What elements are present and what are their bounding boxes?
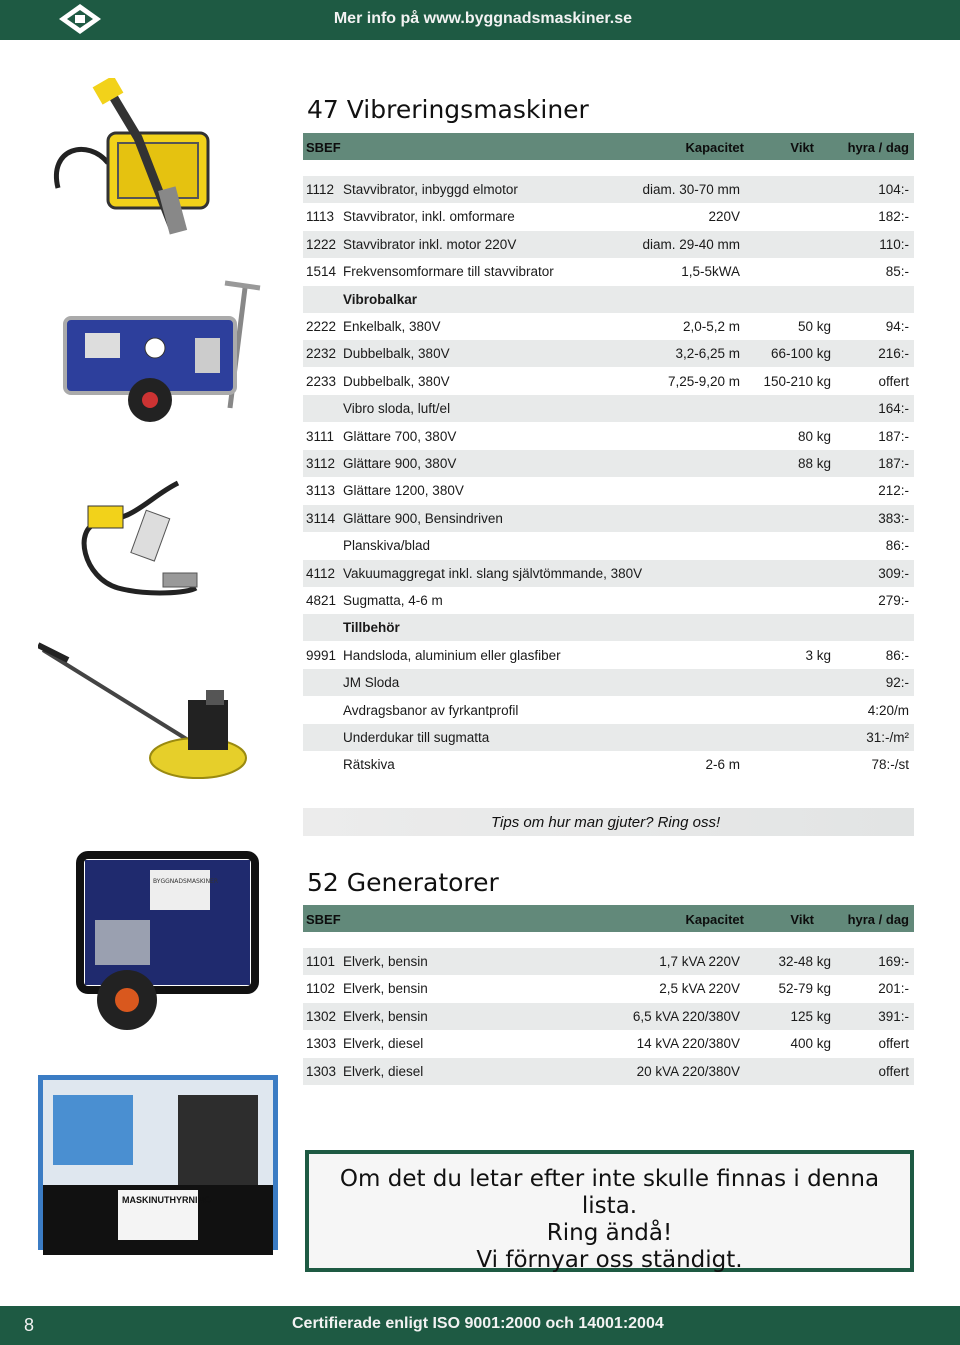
item-weight: 150-210 kg: [763, 373, 831, 389]
table-row: [303, 1030, 914, 1057]
item-description: Frekvensomformare till stavvibrator: [343, 264, 554, 280]
promo-line-1: Om det du letar efter inte skulle finnas i denna lista.: [339, 1166, 880, 1219]
item-weight: 88 kg: [797, 456, 831, 471]
table-row: [303, 203, 914, 230]
website-link[interactable]: Mer info på www.byggnadsmaskiner.se: [333, 10, 632, 27]
item-capacity: 7,25-9,20 m: [667, 373, 740, 389]
item-code: 3112: [306, 456, 336, 471]
item-price: 187:-: [878, 456, 909, 471]
tips-text: Tips om hur man gjuter? Ring oss!: [491, 814, 721, 831]
table-row: [303, 642, 914, 669]
item-capacity: 1,5-5kWA: [681, 264, 740, 280]
table-header-generatorer: [303, 905, 914, 932]
item-code: 1302: [306, 1008, 337, 1024]
item-price: 86:-: [885, 538, 909, 554]
item-weight: 32-48 kg: [778, 954, 831, 969]
promo-line-2: Ring ändå!: [546, 1220, 673, 1246]
stavvibrator-image: [48, 78, 218, 238]
table-row: [303, 231, 914, 258]
vibrobalk-image: [55, 278, 265, 428]
section-title-vibrering: 47 Vibreringsmaskiner: [307, 95, 589, 124]
glattare-image: [38, 640, 248, 785]
item-description: Tillbehör: [343, 620, 400, 636]
certification-text: Certifierade enligt ISO 9001:2000 och 14001:2004: [292, 1315, 664, 1332]
item-description: Elverk, diesel: [343, 1036, 424, 1052]
table-row: [303, 532, 914, 559]
item-price: 201:-: [878, 981, 909, 997]
table-row: [303, 669, 914, 696]
item-capacity: 3,2-6,25 m: [675, 346, 740, 362]
item-code: 3111: [306, 428, 335, 444]
item-price: offert: [878, 1036, 909, 1052]
item-description: Glättare 1200, 380V: [343, 483, 464, 499]
top-bar: [0, 0, 960, 40]
table-row: [303, 1058, 914, 1085]
item-price: 78:-/st: [871, 757, 909, 773]
item-capacity: diam. 30-70 mm: [642, 182, 740, 197]
item-code: 2232: [306, 346, 337, 362]
item-price: 216:-: [878, 346, 909, 362]
item-price: 92:-: [885, 675, 909, 691]
item-description: Stavvibrator, inkl. omformare: [343, 209, 515, 225]
table-row: [303, 948, 914, 975]
tips-banner: [303, 808, 914, 836]
table-row: [303, 1003, 914, 1030]
table-row: [303, 286, 914, 313]
item-price: 212:-: [878, 483, 909, 499]
section-title-generatorer: 52 Generatorer: [307, 868, 499, 897]
item-price: 383:-: [878, 510, 909, 526]
item-price: 391:-: [878, 1008, 909, 1024]
item-code: 1514: [306, 264, 337, 280]
table-row: [303, 258, 914, 285]
col-kapacitet: Kapacitet: [685, 912, 744, 927]
item-description: Vibro sloda, luft/el: [343, 401, 451, 417]
promo-box: [305, 1150, 914, 1272]
col-sbef: SBEF: [306, 140, 341, 155]
table-row: [303, 751, 914, 778]
promo-line-3: Vi förnyar oss ständigt.: [476, 1247, 743, 1273]
item-code: 2222: [306, 319, 337, 334]
table-row: [303, 340, 914, 367]
item-code: 1102: [306, 981, 336, 997]
item-price: 86:-: [885, 647, 909, 663]
item-weight: 80 kg: [797, 428, 831, 444]
item-code: 1303: [306, 1036, 337, 1052]
item-code: 4112: [306, 565, 336, 581]
item-price: 279:-: [878, 593, 909, 608]
col-hyra: hyra / dag: [847, 140, 909, 155]
item-price: 4:20/m: [867, 702, 909, 718]
company-logo-icon: [56, 2, 104, 36]
table-row: [303, 368, 914, 395]
item-price: 110:-: [879, 236, 909, 252]
item-description: Elverk, bensin: [343, 1008, 428, 1024]
item-description: JM Sloda: [343, 675, 400, 691]
container-label: MASKINUTHYRNING: [122, 1195, 211, 1205]
item-description: Enkelbalk, 380V: [343, 319, 441, 334]
item-price: 31:-/m²: [866, 730, 909, 745]
table-row: [303, 614, 914, 641]
table-row: [303, 560, 914, 587]
col-vikt: Vikt: [790, 912, 814, 927]
table-row: [303, 313, 914, 340]
item-weight: 125 kg: [790, 1008, 831, 1024]
item-description: Glättare 900, Bensindriven: [343, 510, 503, 526]
item-capacity: 2-6 m: [705, 757, 740, 773]
item-code: 3113: [306, 483, 336, 499]
generator-image: [65, 845, 265, 1035]
item-code: 1222: [306, 236, 337, 252]
item-price: 309:-: [878, 565, 909, 581]
item-description: Handsloda, aluminium eller glasfiber: [343, 647, 561, 663]
item-description: Rätskiva: [343, 757, 395, 773]
item-capacity: 14 kVA 220/380V: [636, 1036, 740, 1052]
item-price: 182:-: [878, 209, 909, 225]
generator-label: BYGGNADSMASKINER: [153, 878, 219, 885]
item-description: Elverk, bensin: [343, 981, 428, 997]
table-row: [303, 724, 914, 751]
item-description: Elverk, diesel: [343, 1063, 424, 1079]
item-description: Planskiva/blad: [343, 538, 431, 554]
item-weight: 52-79 kg: [778, 981, 831, 997]
table-row: [303, 176, 914, 203]
item-capacity: 20 kVA 220/380V: [636, 1063, 740, 1079]
item-capacity: 2,5 kVA 220V: [659, 981, 740, 997]
item-weight: 66-100 kg: [770, 346, 831, 362]
item-price: 104:-: [878, 182, 909, 197]
item-code: 1112: [306, 182, 335, 197]
table-row: [303, 477, 914, 504]
item-description: Avdragsbanor av fyrkantprofil: [343, 702, 519, 718]
table-row: [303, 505, 914, 532]
col-vikt: Vikt: [790, 140, 814, 155]
col-hyra: hyra / dag: [847, 912, 909, 927]
page-number: 8: [24, 1315, 35, 1335]
item-description: Dubbelbalk, 380V: [343, 346, 450, 362]
item-description: Vibrobalkar: [343, 291, 418, 307]
item-price: 187:-: [878, 428, 909, 444]
item-description: Underdukar till sugmatta: [343, 730, 490, 745]
table-row: [303, 587, 914, 614]
item-code: 1113: [306, 209, 335, 225]
item-code: 4821: [306, 593, 337, 608]
container-generator-image: [38, 1075, 278, 1265]
col-kapacitet: Kapacitet: [685, 140, 744, 155]
item-capacity: 220V: [708, 209, 740, 225]
item-description: Glättare 900, 380V: [343, 456, 457, 471]
item-capacity: 2,0-5,2 m: [682, 319, 740, 334]
bottom-bar: [0, 1306, 960, 1345]
item-description: Dubbelbalk, 380V: [343, 373, 450, 389]
table-row: [303, 975, 914, 1002]
item-code: 9991: [306, 647, 337, 663]
item-description: Stavvibrator inkl. motor 220V: [343, 236, 517, 252]
item-description: Glättare 700, 380V: [343, 428, 457, 444]
item-price: 169:-: [878, 954, 909, 969]
item-capacity: 1,7 kVA 220V: [659, 954, 740, 969]
table-row: [303, 423, 914, 450]
item-description: Stavvibrator, inbyggd elmotor: [343, 182, 518, 197]
vibrator-hose-image: [78, 478, 198, 603]
item-weight: 50 kg: [797, 319, 831, 334]
item-code: 1303: [306, 1063, 337, 1079]
item-code: 3114: [306, 510, 336, 526]
item-price: offert: [878, 1063, 909, 1079]
item-price: offert: [878, 373, 909, 389]
item-code: 1101: [306, 954, 336, 969]
item-weight: 3 kg: [805, 647, 831, 663]
table-header-vibrering: [303, 133, 914, 160]
item-price: 85:-: [885, 264, 909, 280]
table-row: [303, 450, 914, 477]
item-code: 2233: [306, 373, 337, 389]
item-capacity: diam. 29-40 mm: [642, 236, 740, 252]
item-description: Sugmatta, 4-6 m: [343, 593, 443, 608]
item-description: Elverk, bensin: [343, 954, 428, 969]
table-row: [303, 697, 914, 724]
item-price: 164:-: [878, 401, 909, 417]
item-weight: 400 kg: [790, 1036, 831, 1052]
item-capacity: 6,5 kVA 220/380V: [632, 1008, 740, 1024]
item-description: Vakuumaggregat inkl. slang självtömmande, 380V: [343, 565, 643, 581]
item-price: 94:-: [885, 319, 909, 334]
col-sbef: SBEF: [306, 912, 341, 927]
table-row: [303, 395, 914, 422]
